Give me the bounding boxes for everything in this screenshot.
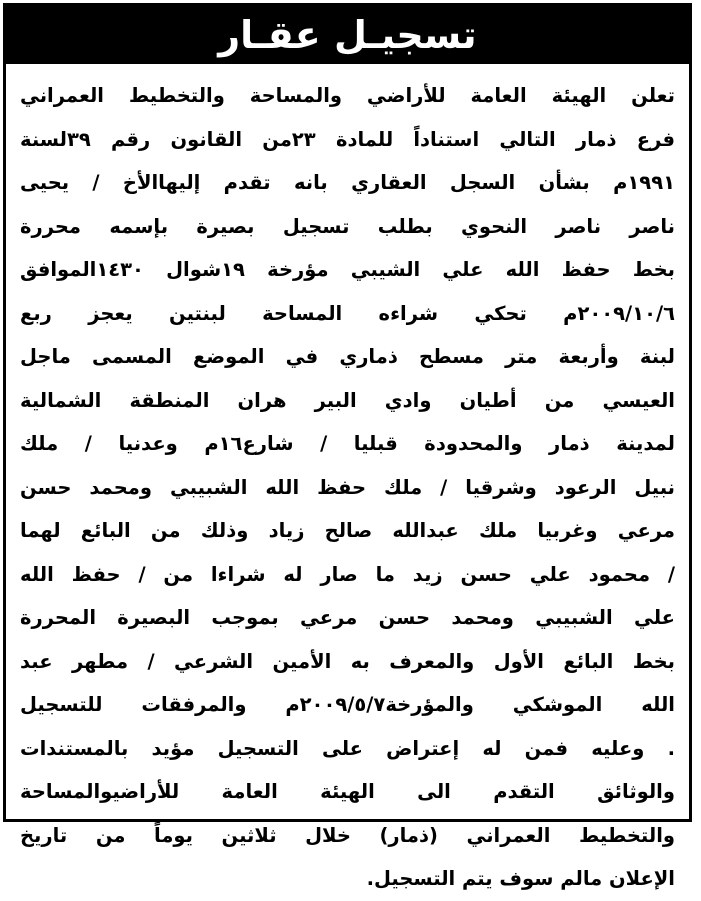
notice-line: بخط حفظ الله علي الشيبي مؤرخة ١٩شوال ١٤٣٠الموافق: [20, 258, 675, 281]
notice-line: ١٩٩١م بشأن السجل العقاري بانه تقدم إليهاالأخ / يحيى: [20, 171, 675, 194]
notice-line: ٢٠٠٩/١٠/٦م تحكي شراءه المساحة لبنتين يعجز ربع: [20, 301, 675, 325]
notice-line: تعلن الهيئة العامة للأراضي والمساحة والتخطيط العمراني: [20, 84, 675, 107]
notice-line: والوثائق التقدم الى الهيئة العامة للأراضيوالمساحة: [20, 780, 675, 803]
notice-header: [6, 6, 689, 64]
notice-title: تسجيـل عقـار: [218, 13, 477, 57]
notice-line: / محمود علي حسن زيد ما صار له شراءا من / حفظ الله: [20, 562, 675, 586]
notice-line: مرعي وغربيا ملك عبدالله صالح زياد وذلك من البائع لهما: [20, 519, 675, 542]
notice-line: علي الشبيبي ومحمد حسن مرعي بموجب البصيرة المحررة: [20, 606, 675, 629]
notice-line: لبنة وأربعة متر مسطح ذماري في الموضع المسمى ماجل: [20, 345, 675, 368]
notice-line: العيسي من أطيان وادي البير هران المنطقة الشمالية: [20, 388, 675, 412]
notice-body: [6, 74, 689, 890]
notice-line: لمدينة ذمار والمحدودة قبليا / شارع١٦م وعدنيا / ملك: [20, 432, 675, 455]
notice-line: والتخطيط العمراني (ذمار) خلال ثلاثين يوماً من تاريخ: [20, 823, 675, 847]
notice-line: الله الموشكي والمؤرخة٢٠٠٩/٥/٧م والمرفقات للتسجيل: [20, 693, 675, 716]
notice-line: . وعليه فمن له إعتراض على التسجيل مؤيد بالمستندات: [20, 736, 675, 760]
notice-line: الإعلان مالم سوف يتم التسجيل.: [366, 867, 675, 890]
notice-line: بخط البائع الأول والمعرف به الأمين الشرعي / مطهر عبد: [20, 649, 675, 673]
notice-line: نبيل الرعود وشرقيا / ملك حفظ الله الشبيبي ومحمد حسن: [20, 475, 675, 499]
legal-notice: [3, 3, 692, 890]
notice-line: فرع ذمار التالي استناداً للمادة ٢٣من القانون رقم ٣٩لسنة: [20, 127, 675, 151]
notice-line: ناصر ناصر النحوي بطلب تسجيل بصيرة بإسمه محررة: [20, 214, 675, 238]
